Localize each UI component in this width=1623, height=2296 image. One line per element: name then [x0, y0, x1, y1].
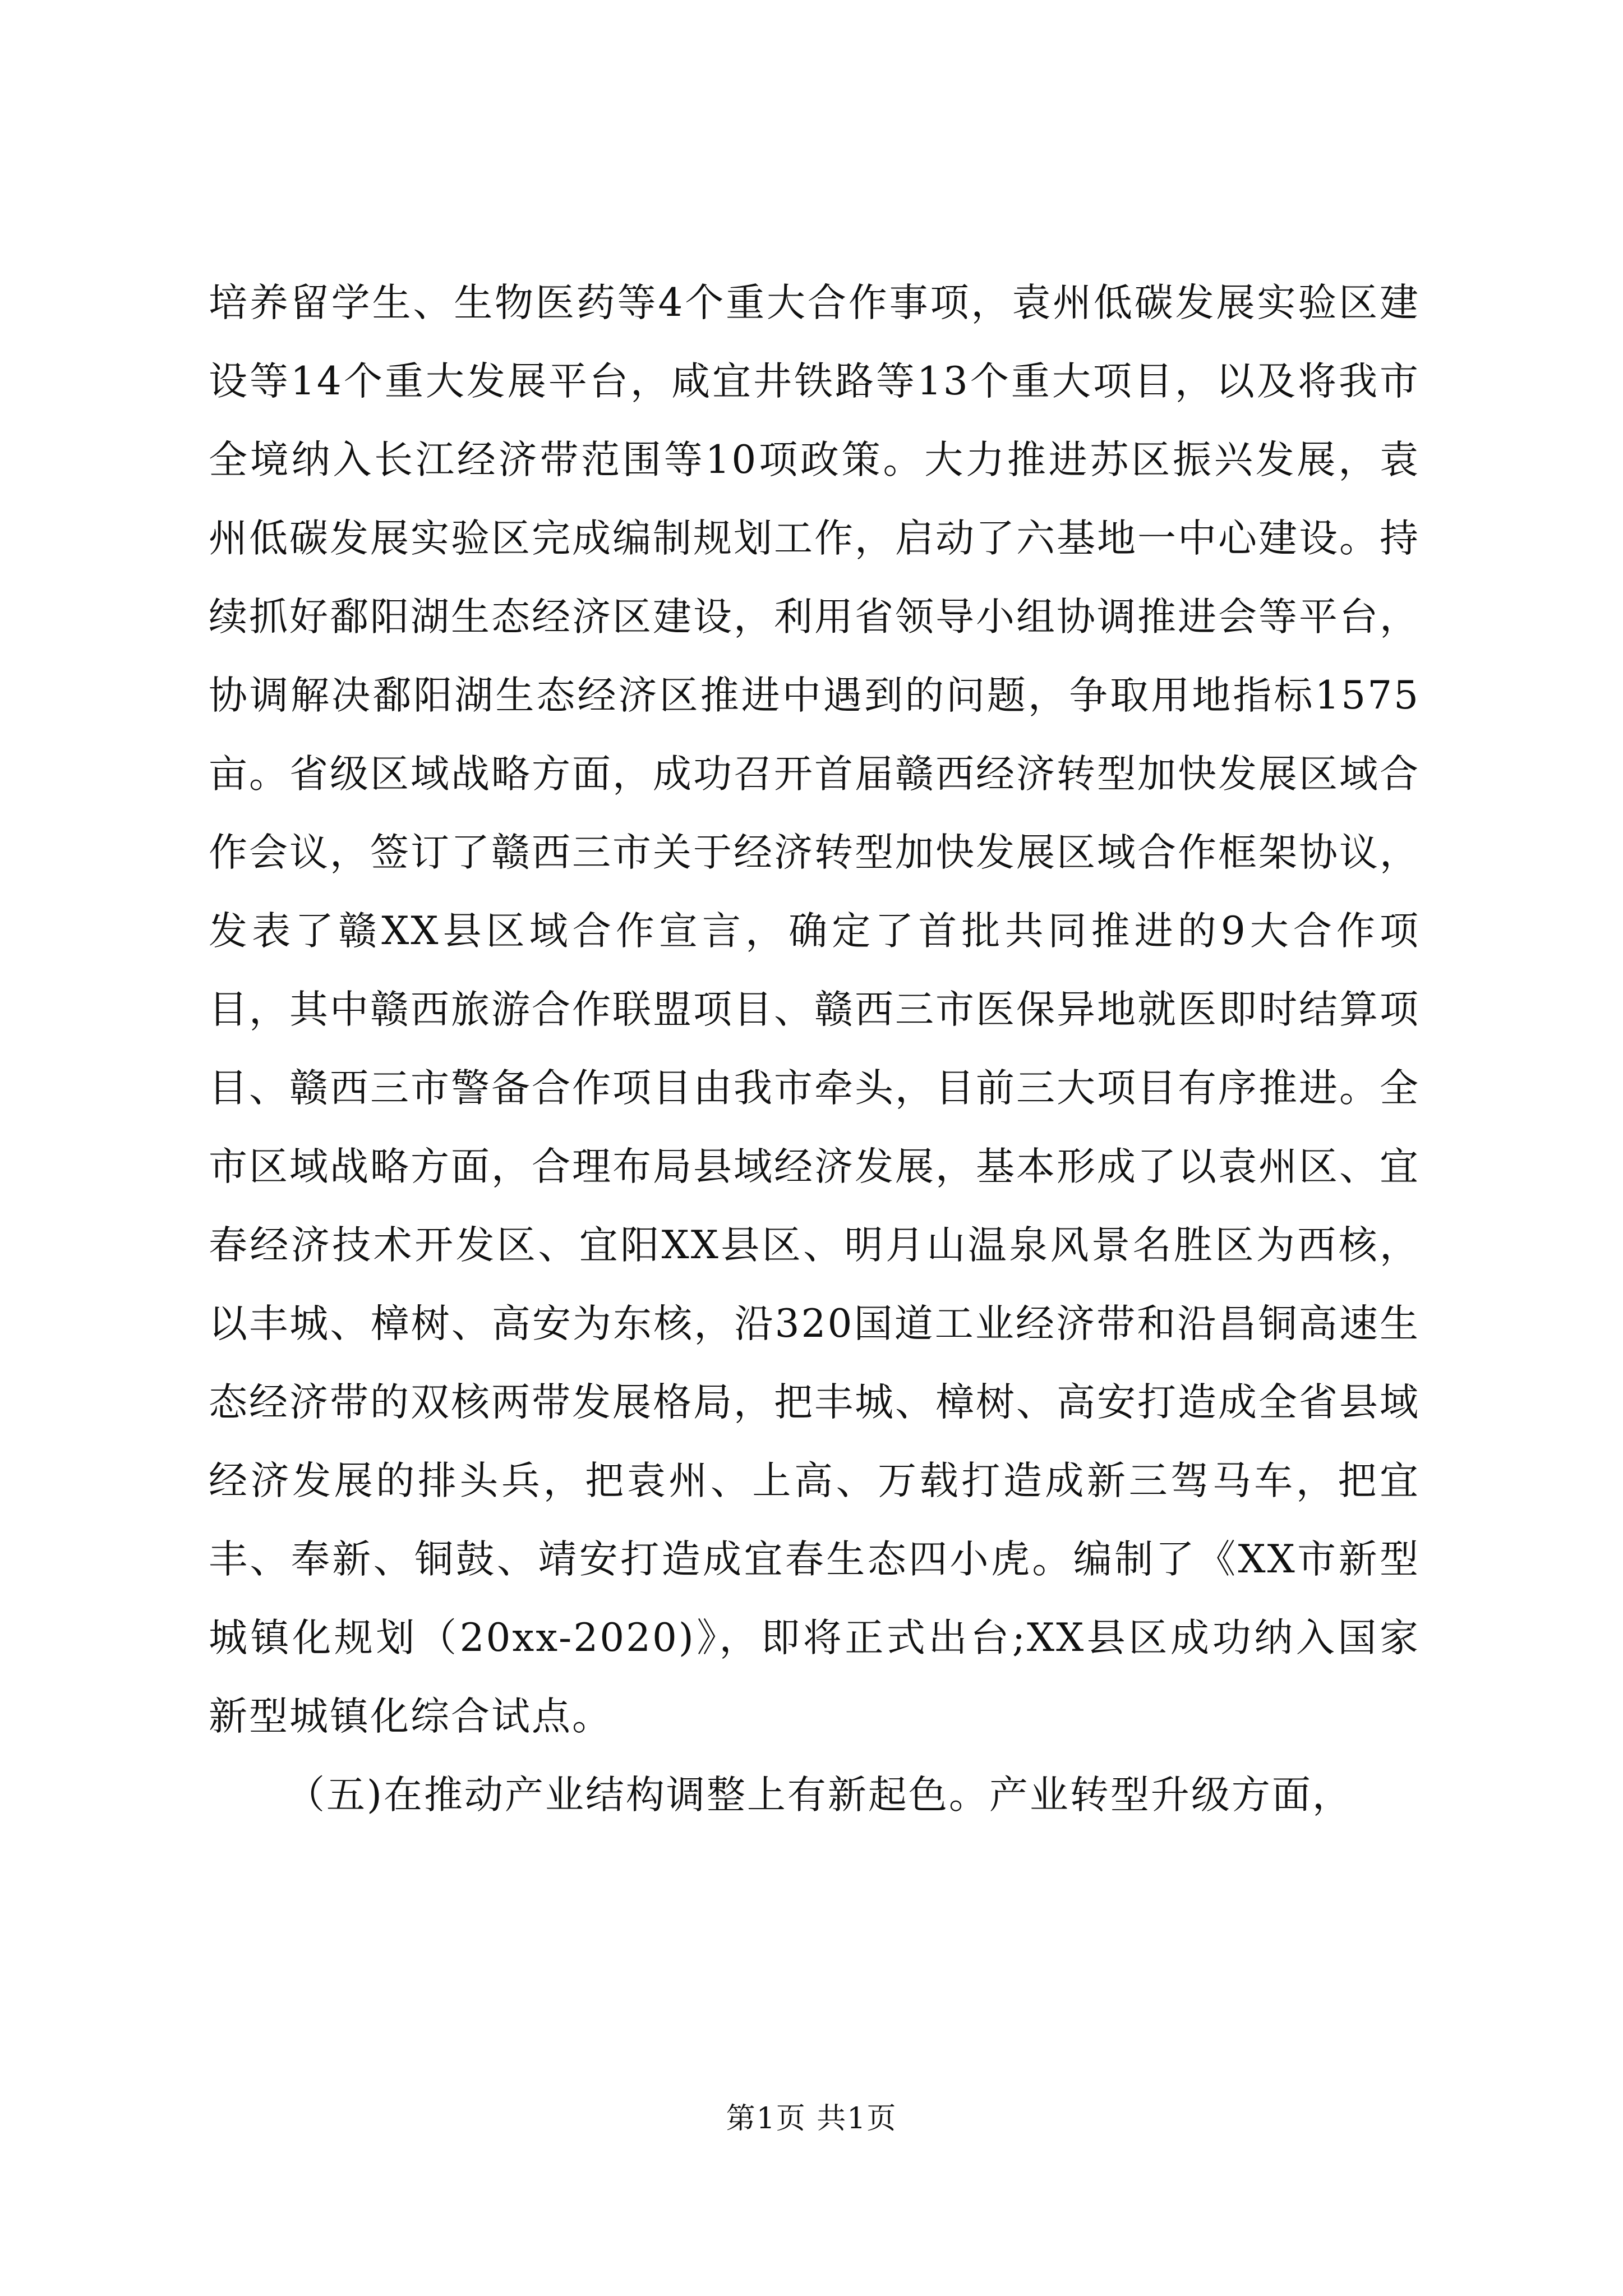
page-footer — [0, 2099, 1623, 2138]
page-number-label: 第1页 共1页 — [726, 2102, 897, 2136]
paragraph-industry-structure: （五)在推动产业结构调整上有新起色。产业转型升级方面， — [286, 1773, 1353, 1818]
document-body — [209, 264, 1420, 1834]
paragraph-regional-strategy: 培养留学生、生物医药等4个重大合作事项，袁州低碳发展实验区建设等14个重大发展平台，咸宜井铁路等13个重大项目，以及将我市全境纳入长江经济带范围等10项政策。大力推进苏区振兴发展，袁州低碳发展实验区完成编制规划工作，启动了六基地一中心建设。持续抓好鄱阳湖生态经济区建设，利用省领导小组协调推进会等平台，协调解决鄱阳湖生态经济区推进中遇到的问题，争取用地指标1575亩。省级区域战略方面，成功召开首届赣西经济转型加快发展区域合作会议，签订了赣西三市关于经济转型加快发展区域合作框架协议，发表了赣XX县区域合作宣言，确定了首批共同推进的9大合作项目，其中赣西旅游合作联盟项目、赣西三市医保异地就医即时结算项目、赣西三市警备合作项目由我市牵头，目前三大项目有序推进。全市区域战略方面，合理布局县域经济发展，基本形成了以袁州区、宜春经济技术开发区、宜阳XX县区、明月山温泉风景名胜区为西核，以丰城、樟树、高安为东核，沿320国道工业经济带和沿昌铜高速生态经济带的双核两带发展格局，把丰城、樟树、高安打造成全省县域经济发展的排头兵，把袁州、上高、万载打造成新三驾马车，把宜丰、奉新、铜鼓、靖安打造成宜春生态四小虎。编制了《XX市新型城镇化规划（20xx-2020)》，即将正式出台;XX县区成功纳入国家新型城镇化综合试点。 — [209, 280, 1420, 1739]
